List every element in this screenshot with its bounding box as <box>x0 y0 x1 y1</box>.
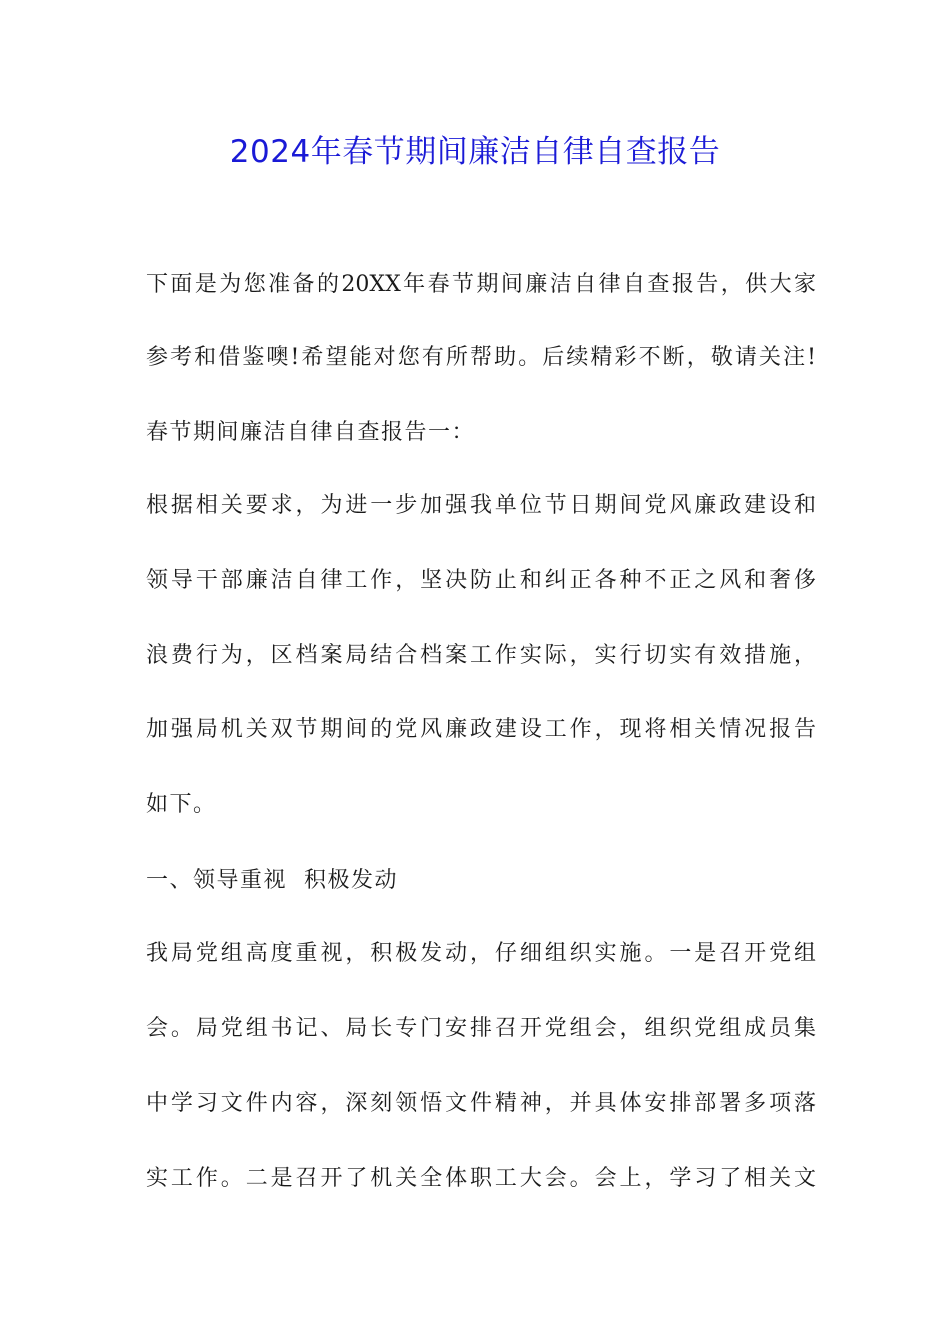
paragraph-line: 根据相关要求，为进一步加强我单位节日期间党风廉政建设和 <box>146 493 816 518</box>
paragraph-line: 领导干部廉洁自律工作，坚决防止和纠正各种不正之风和奢侈 <box>146 568 816 593</box>
section-heading: 一、领导重视 积极发动 <box>146 868 398 893</box>
paragraph-line: 我局党组高度重视，积极发动，仔细组织实施。一是召开党组 <box>146 941 816 966</box>
section-heading: 春节期间廉洁自律自查报告一： <box>146 420 476 445</box>
document-title: 2024年春节期间廉洁自律自查报告 <box>229 134 721 170</box>
paragraph-line: 实工作。二是召开了机关全体职工大会。会上，学习了相关文 <box>146 1166 816 1191</box>
paragraph-line: 加强局机关双节期间的党风廉政建设工作，现将相关情况报告 <box>146 717 816 742</box>
paragraph-line: 中学习文件内容，深刻领悟文件精神，并具体安排部署多项落 <box>146 1091 816 1116</box>
paragraph-line: 下面是为您准备的20XX年春节期间廉洁自律自查报告，供大家 <box>146 272 816 297</box>
paragraph-line: 参考和借鉴噢!希望能对您有所帮助。后续精彩不断，敬请关注! <box>146 345 816 370</box>
paragraph-line: 浪费行为，区档案局结合档案工作实际，实行切实有效措施， <box>146 643 816 668</box>
paragraph-line: 会。局党组书记、局长专门安排召开党组会，组织党组成员集 <box>146 1016 816 1041</box>
paragraph-line: 如下。 <box>146 792 217 817</box>
